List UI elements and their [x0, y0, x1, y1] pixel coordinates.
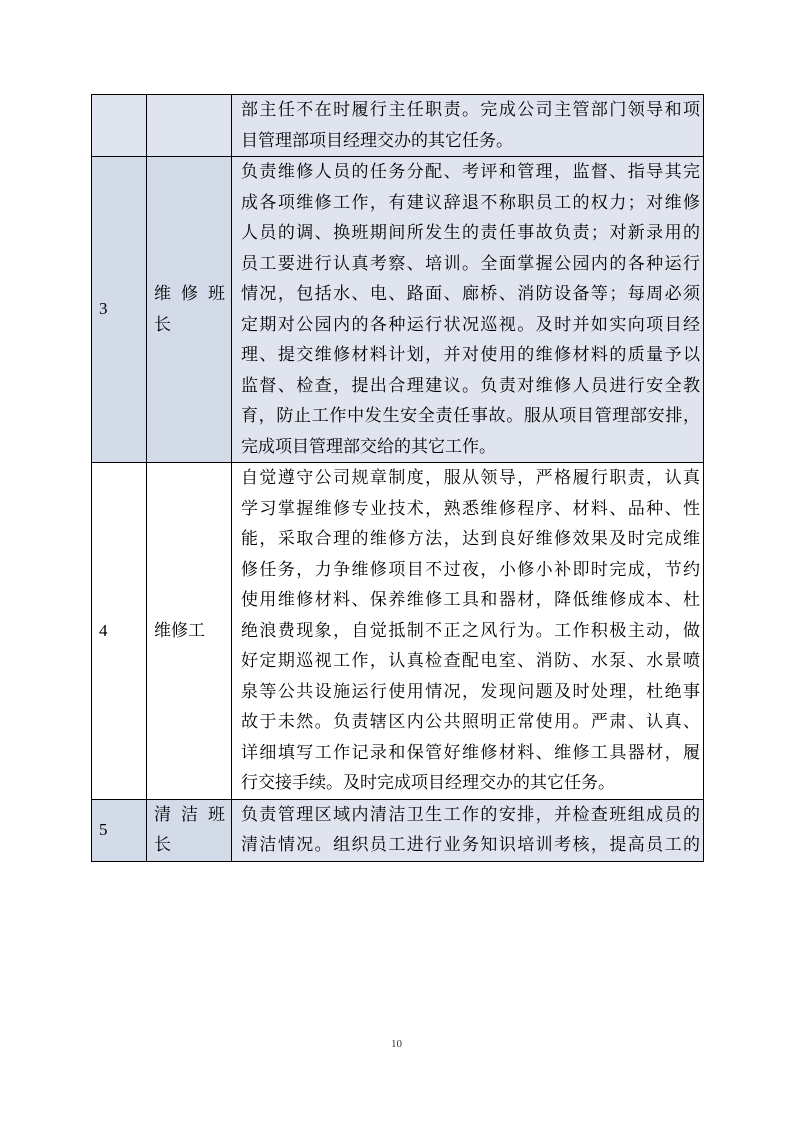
description-line: 育，防止工作中发生安全责任事故。服从项目管理部安排，	[241, 406, 700, 426]
description-line: 使用维修材料、保养维修工具和器材，降低维修成本、杜	[241, 590, 700, 610]
description-line: 修任务，力争维修项目不过夜，小修小补即时完成，节约	[241, 559, 700, 580]
duty-table	[91, 94, 704, 862]
role-line: 清 洁 班	[154, 804, 225, 825]
table-row	[92, 157, 704, 463]
description-line: 监督、检查，提出合理建议。负责对维修人员进行安全教	[241, 375, 700, 396]
description-line: 完成项目管理部交给的其它工作。	[241, 436, 496, 457]
table-row	[92, 463, 704, 800]
description-line: 详细填写工作记录和保管好维修材料、维修工具器材，履	[241, 742, 700, 763]
description-line: 员工要进行认真考察、培训。全面掌握公园内的各种运行	[241, 253, 700, 274]
description-line: 清洁情况。组织员工进行业务知识培训考核，提高员工的	[241, 835, 700, 855]
role-line: 长	[154, 314, 171, 335]
description-cell	[232, 95, 704, 157]
description-line: 部主任不在时履行主任职责。完成公司主管部门领导和项	[241, 100, 700, 120]
role-cell	[147, 463, 232, 800]
description-cell	[232, 799, 704, 861]
description-cell	[232, 463, 704, 800]
description-line: 负责维修人员的任务分配、考评和管理，监督、指导其完	[241, 162, 700, 182]
description-line: 成各项维修工作，有建议辞退不称职员工的权力；对维修	[241, 192, 700, 213]
description-line: 好定期巡视工作，认真检查配电室、消防、水泵、水景喷	[241, 651, 700, 671]
description-line: 目管理部项目经理交办的其它任务。	[241, 130, 513, 151]
description-line: 能，采取合理的维修方法，达到良好维修效果及时完成维	[241, 529, 700, 549]
description-line: 故于未然。负责辖区内公共照明正常使用。严肃、认真、	[241, 712, 700, 732]
description-line: 泉等公共设施运行使用情况，发现问题及时处理，杜绝事	[241, 681, 700, 702]
role-cell	[147, 95, 232, 157]
row-number-cell: 4	[92, 463, 147, 800]
description-line: 人员的调、换班期间所发生的责任事故负责；对新录用的	[241, 223, 700, 243]
description-line: 负责管理区域内清洁卫生工作的安排，并检查班组成员的	[241, 804, 700, 825]
role-line: 维修工	[154, 620, 205, 641]
row-number-cell	[92, 95, 147, 157]
page-number: 10	[391, 1038, 402, 1050]
description-line: 绝浪费现象，自觉抵制不正之风行为。工作积极主动，做	[241, 620, 700, 641]
table-row	[92, 799, 704, 861]
description-line: 定期对公园内的各种运行状况巡视。及时并如实向项目经	[241, 314, 700, 335]
description-line: 自觉遵守公司规章制度，服从领导，严格履行职责，认真	[241, 468, 700, 488]
description-line: 理、提交维修材料计划，并对使用的维修材料的质量予以	[241, 345, 700, 365]
role-cell	[147, 157, 232, 463]
table-row	[92, 95, 704, 157]
description-line: 学习掌握维修专业技术，熟悉维修程序、材料、品种、性	[241, 498, 700, 519]
role-cell	[147, 799, 232, 861]
description-line: 行交接手续。及时完成项目经理交办的其它任务。	[241, 773, 615, 793]
row-number-cell: 5	[92, 799, 147, 861]
description-line: 情况，包括水、电、路面、廊桥、消防设备等；每周必须	[241, 284, 700, 304]
description-cell	[232, 157, 704, 463]
row-number-cell: 3	[92, 157, 147, 463]
role-line: 维 修 班	[154, 284, 225, 304]
role-line: 长	[154, 835, 171, 855]
